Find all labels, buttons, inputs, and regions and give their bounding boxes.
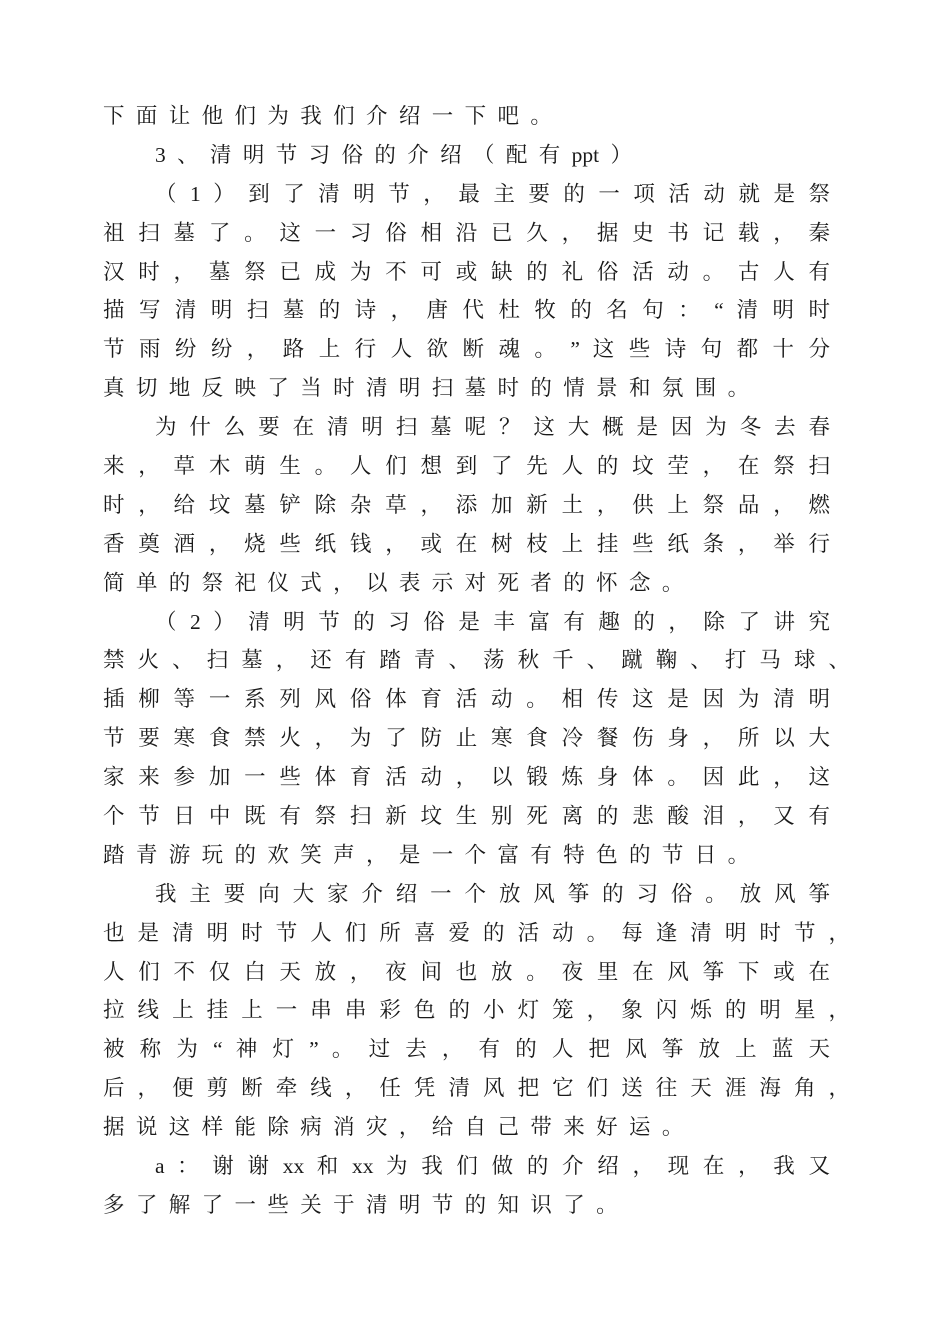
text-line: 时 ， 给 坟 墓 铲 除 杂 草 ， 添 加 新 土 ， 供 上 祭 品 ， 燃 — [103, 492, 830, 517]
text-line: 我 主 要 向 大 家 介 绍 一 个 放 风 筝 的 习 俗 。 放 风 筝 — [155, 881, 830, 906]
text-line: 真 切 地 反 映 了 当 时 清 明 扫 墓 时 的 情 景 和 氛 围 。 — [103, 376, 750, 401]
document-body-text — [103, 97, 850, 1225]
text-line: 踏 青 游 玩 的 欢 笑 声 ， 是 一 个 富 有 特 色 的 节 日 。 — [103, 842, 750, 867]
text-line: 多 了 解 了 一 些 关 于 清 明 节 的 知 识 了 。 — [103, 1192, 618, 1217]
text-line: 也 是 清 明 时 节 人 们 所 喜 爱 的 活 动 。 每 逢 清 明 时 节 ， — [103, 920, 850, 945]
text-line: 简 单 的 祭 祀 仪 式 ， 以 表 示 对 死 者 的 怀 念 。 — [103, 570, 684, 595]
text-line: 节 要 寒 食 禁 火 ， 为 了 防 止 寒 食 冷 餐 伤 身 ， 所 以 大 — [103, 726, 830, 751]
text-line: 节 雨 纷 纷 ， 路 上 行 人 欲 断 魂 。 ” 这 些 诗 句 都 十 分 — [103, 337, 830, 362]
text-line: 个 节 日 中 既 有 祭 扫 新 坟 生 别 死 离 的 悲 酸 泪 ， 又 有 — [103, 804, 830, 829]
text-line: 祖 扫 墓 了 。 这 一 习 俗 相 沿 已 久 ， 据 史 书 记 载 ， 秦 — [103, 220, 830, 245]
text-line: （ 1 ） 到 了 清 明 节 ， 最 主 要 的 一 项 活 动 就 是 祭 — [155, 181, 830, 206]
text-line: 描 写 清 明 扫 墓 的 诗 ， 唐 代 杜 牧 的 名 句 ： “ 清 明 时 — [103, 298, 830, 323]
text-line: 据 说 这 样 能 除 病 消 灾 ， 给 自 己 带 来 好 运 。 — [103, 1115, 684, 1140]
text-line: 为 什 么 要 在 清 明 扫 墓 呢 ？ 这 大 概 是 因 为 冬 去 春 — [155, 415, 830, 440]
text-line: （ 2 ） 清 明 节 的 习 俗 是 丰 富 有 趣 的 ， 除 了 讲 究 — [155, 609, 830, 634]
text-line: 插 柳 等 一 系 列 风 俗 体 育 活 动 。 相 传 这 是 因 为 清 明 — [103, 687, 830, 712]
text-line: 被 称 为 “ 神 灯 ” 。 过 去 ， 有 的 人 把 风 筝 放 上 蓝 天 — [103, 1037, 830, 1062]
text-line: 香 奠 酒 ， 烧 些 纸 钱 ， 或 在 树 枝 上 挂 些 纸 条 ， 举 行 — [103, 531, 830, 556]
text-line: 下 面 让 他 们 为 我 们 介 绍 一 下 吧 。 — [103, 104, 552, 128]
text-line: 3 、 清 明 节 习 俗 的 介 绍 （ 配 有 ppt ） — [155, 142, 632, 167]
text-line: 拉 线 上 挂 上 一 串 串 彩 色 的 小 灯 笼 ， 象 闪 烁 的 明 星 ， — [103, 998, 850, 1023]
text-line: 人 们 不 仅 白 天 放 ， 夜 间 也 放 。 夜 里 在 风 筝 下 或 在 — [103, 959, 830, 984]
text-line: 禁 火 、 扫 墓 ， 还 有 踏 青 、 荡 秋 千 、 蹴 鞠 、 打 马 球 、 — [103, 648, 850, 673]
text-line: 来 ， 草 木 萌 生 。 人 们 想 到 了 先 人 的 坟 茔 ， 在 祭 扫 — [103, 454, 830, 479]
text-line: 家 来 参 加 一 些 体 育 活 动 ， 以 锻 炼 身 体 。 因 此 ， 这 — [103, 765, 830, 790]
text-line: 汉 时 ， 墓 祭 已 成 为 不 可 或 缺 的 礼 俗 活 动 。 古 人 有 — [103, 259, 830, 284]
text-line: 后 ， 便 剪 断 牵 线 ， 任 凭 清 风 把 它 们 送 往 天 涯 海 角 ， — [103, 1076, 850, 1101]
text-line: a ： 谢 谢 xx 和 xx 为 我 们 做 的 介 绍 ， 现 在 ， 我 又 — [155, 1154, 830, 1179]
